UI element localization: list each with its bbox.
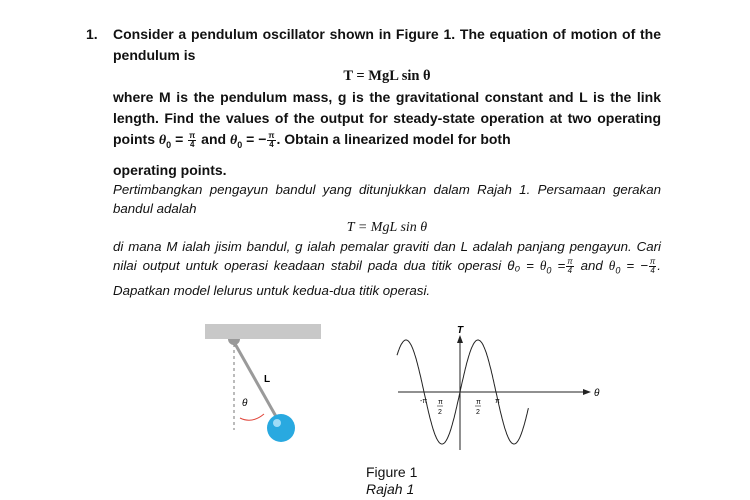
question-where: where M is the pendulum mass, g is the gravitational constant and L is the link length. Find the values of the output for steady-state operation at two operating points $\theta_0$ = $\frac{\pi}{4}$ and $\theta_0$ = − $\frac{\pi}{4}$ . Obtain a linearized model for both <box>113 89 661 150</box>
axis-label-T: T <box>457 325 464 336</box>
pendulum-bob <box>267 414 295 442</box>
tick-neg-half-pi-den: 2 <box>438 409 442 416</box>
question-last-line: operating points. <box>113 161 227 178</box>
label-theta: θ <box>242 398 248 409</box>
label-L: L <box>264 374 271 385</box>
equation-english: T = MgL sin θ <box>343 68 431 84</box>
tick-pi: π <box>495 398 500 405</box>
theta-axis-arrow <box>583 389 591 395</box>
axis-label-theta: θ <box>594 388 600 399</box>
malay-intro: Pertimbangkan pengayun bandul yang ditunjukkan dalam Rajah 1. Persamaan gerakan bandul adalah <box>113 182 661 216</box>
pendulum-ceiling <box>205 324 321 339</box>
theta-angle-arrow <box>240 414 264 420</box>
question-malay <box>113 180 661 300</box>
question-intro: Consider a pendulum oscillator shown in Figure 1. The equation of motion of the pendulum is <box>113 26 661 63</box>
tick-neg-half-pi-num: π <box>438 399 443 406</box>
equation-malay: T = MgL sin θ <box>346 220 428 235</box>
question-english <box>86 24 661 181</box>
tick-half-pi-den: 2 <box>476 409 480 416</box>
fraction-neg-pi-over-4: $\frac{\pi}{4}$ <box>268 130 275 149</box>
malay-fraction-neg-pi-over-4: $\frac{\pi}{4}$ <box>649 256 656 275</box>
caption-malay: Rajah 1 <box>366 481 415 497</box>
figure-caption <box>366 464 417 498</box>
tick-neg-pi: -π <box>420 398 428 405</box>
bob-highlight <box>273 419 281 427</box>
question-number: 1. <box>86 26 98 42</box>
tick-half-pi-num: π <box>476 399 481 406</box>
fraction-pi-over-4: $\frac{\pi}{4}$ <box>189 130 196 149</box>
sine-graph <box>390 325 605 455</box>
caption-english: Figure 1 <box>366 464 418 480</box>
t-axis-arrow <box>457 335 463 343</box>
pendulum-rod <box>234 342 278 420</box>
pendulum-figure <box>200 320 330 450</box>
malay-fraction-pi-over-4: $\frac{\pi}{4}$ <box>567 256 573 275</box>
malay-body: di mana M ialah jisim bandul, g ialah pemalar graviti dan L adalah panjang pengayun. Cari nilai output untuk operasi keadaan stabil pada dua titik operasi $\theta_0 = \theta_0$ = $\frac{\pi}{4}$ and $\theta_0$ = − $\frac{\pi}{4}$ . Dapatkan model lelurus untuk kedua-dua titik operasi. <box>113 239 661 298</box>
